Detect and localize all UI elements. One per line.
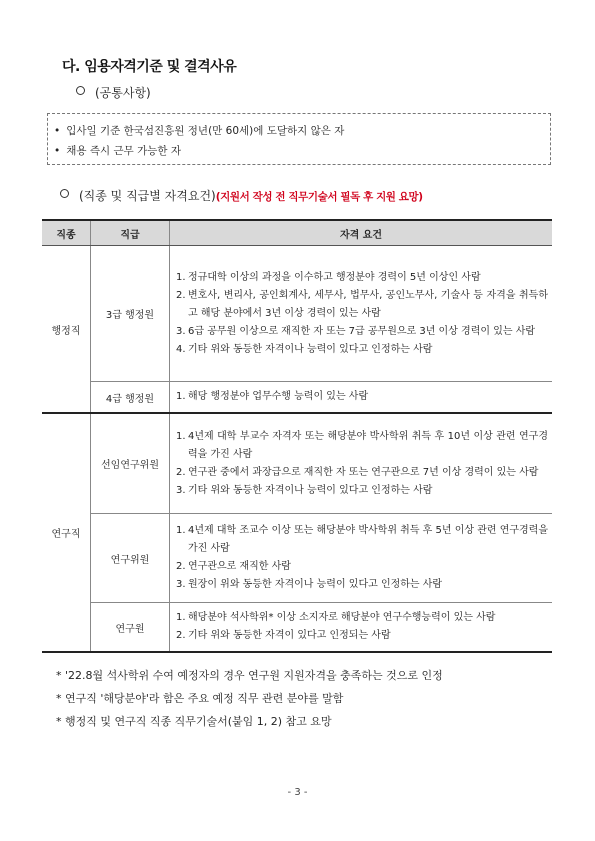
requirement-item: 1. 해당분야 석사학위* 이상 소지자로 해당분야 연구수행능력이 있는 사람 xyxy=(176,612,496,623)
footnote: * 연구직 '해당분야'라 함은 주요 예정 직무 관련 분야를 말함 xyxy=(56,692,344,705)
table-row xyxy=(42,514,552,603)
requirement-item: 2. 연구관으로 재직한 사람 xyxy=(176,561,291,572)
section2-label: (직종 및 직급별 자격요건) xyxy=(79,189,216,203)
common-item-text: 입사일 기준 한국섬진흥원 정년(만 60세)에 도달하지 않은 자 xyxy=(66,125,345,137)
requirement-item: 1. 정규대학 이상의 과정을 이수하고 행정분야 경력이 5년 이상인 사람 xyxy=(176,271,481,283)
requirement-item: 3. 6급 공무원 이상으로 재직한 자 또는 7급 공무원으로 3년 이상 경력이 있는 사람 xyxy=(176,325,536,337)
requirement-item: 1. 4년제 대학 부교수 자격자 또는 해당분야 박사학위 취득 후 10년 이상 관련 연구경력을 가진 사람 xyxy=(176,430,548,460)
requirements-cell xyxy=(170,603,553,653)
table-row xyxy=(42,413,552,514)
grade-cell: 연구위원 xyxy=(91,514,170,603)
requirement-item: 4. 기타 위와 동등한 자격이나 능력이 있다고 인정하는 사람 xyxy=(176,343,433,355)
job-type-cell: 행정직 xyxy=(42,246,91,414)
header-grade: 직급 xyxy=(91,220,170,246)
requirements-cell xyxy=(170,382,553,414)
requirement-item: 3. 기타 위와 동등한 자격이나 능력이 있다고 인정하는 사람 xyxy=(176,484,433,496)
common-item xyxy=(54,143,181,158)
common-label-text: (공통사항) xyxy=(95,86,151,100)
requirement-item: 2. 변호사, 변리사, 공인회계사, 세무사, 법무사, 공인노무사, 기술사 등 자격을 취득하고 해당 분야에서 3년 이상 경력이 있는 사람 xyxy=(176,289,548,319)
grade-cell: 3급 행정원 xyxy=(91,246,170,382)
table-row xyxy=(42,382,552,414)
common-item xyxy=(54,123,344,138)
bullet-dot-icon: • xyxy=(54,145,61,157)
requirements-cell xyxy=(170,514,553,603)
grade-cell: 연구원 xyxy=(91,603,170,653)
requirement-item: 1. 4년제 대학 조교수 이상 또는 해당분야 박사학위 취득 후 5년 이상 관련 연구경력을 가진 사람 xyxy=(176,525,548,554)
requirement-item: 2. 기타 위와 동등한 자격이 있다고 인정되는 사람 xyxy=(176,630,391,641)
requirement-item: 1. 해당 행정분야 업무수행 능력이 있는 사람 xyxy=(176,391,369,402)
requirements-cell xyxy=(170,246,553,382)
table-row xyxy=(42,246,552,382)
header-job-type: 직종 xyxy=(42,220,91,246)
table-header-row xyxy=(42,220,552,246)
requirement-item: 3. 원장이 위와 동등한 자격이나 능력이 있다고 인정하는 사람 xyxy=(176,579,443,590)
page-number: - 3 - xyxy=(287,787,308,798)
bullet-dot-icon: • xyxy=(54,125,61,137)
footnote: * 행정직 및 연구직 직종 직무기술서(붙임 1, 2) 참고 요망 xyxy=(56,715,332,728)
common-item-text: 채용 즉시 근무 가능한 자 xyxy=(66,145,181,157)
grade-cell: 선임연구위원 xyxy=(91,413,170,514)
section2-note: (지원서 작성 전 직무기술서 필독 후 지원 요망) xyxy=(215,191,423,203)
header-requirements: 자격 요건 xyxy=(170,220,553,246)
footnote: * '22.8월 석사학위 수여 예정자의 경우 연구원 지원자격을 충족하는 것으로 인정 xyxy=(56,669,443,682)
requirement-item: 2. 연구관 중에서 과장급으로 재직한 자 또는 연구관으로 7년 이상 경력이 있는 사람 xyxy=(176,466,539,478)
circle-bullet-icon xyxy=(76,86,85,95)
common-requirements-label xyxy=(76,84,151,101)
common-requirements-box xyxy=(47,113,551,165)
qualification-subheading xyxy=(60,187,423,204)
grade-cell: 4급 행정원 xyxy=(91,382,170,414)
job-type-cell: 연구직 xyxy=(42,413,91,652)
section-heading: 다. 임용자격기준 및 결격사유 xyxy=(62,59,237,75)
circle-bullet-icon xyxy=(60,189,69,198)
table-row xyxy=(42,603,552,653)
qualification-table xyxy=(42,219,552,653)
requirements-cell xyxy=(170,413,553,514)
